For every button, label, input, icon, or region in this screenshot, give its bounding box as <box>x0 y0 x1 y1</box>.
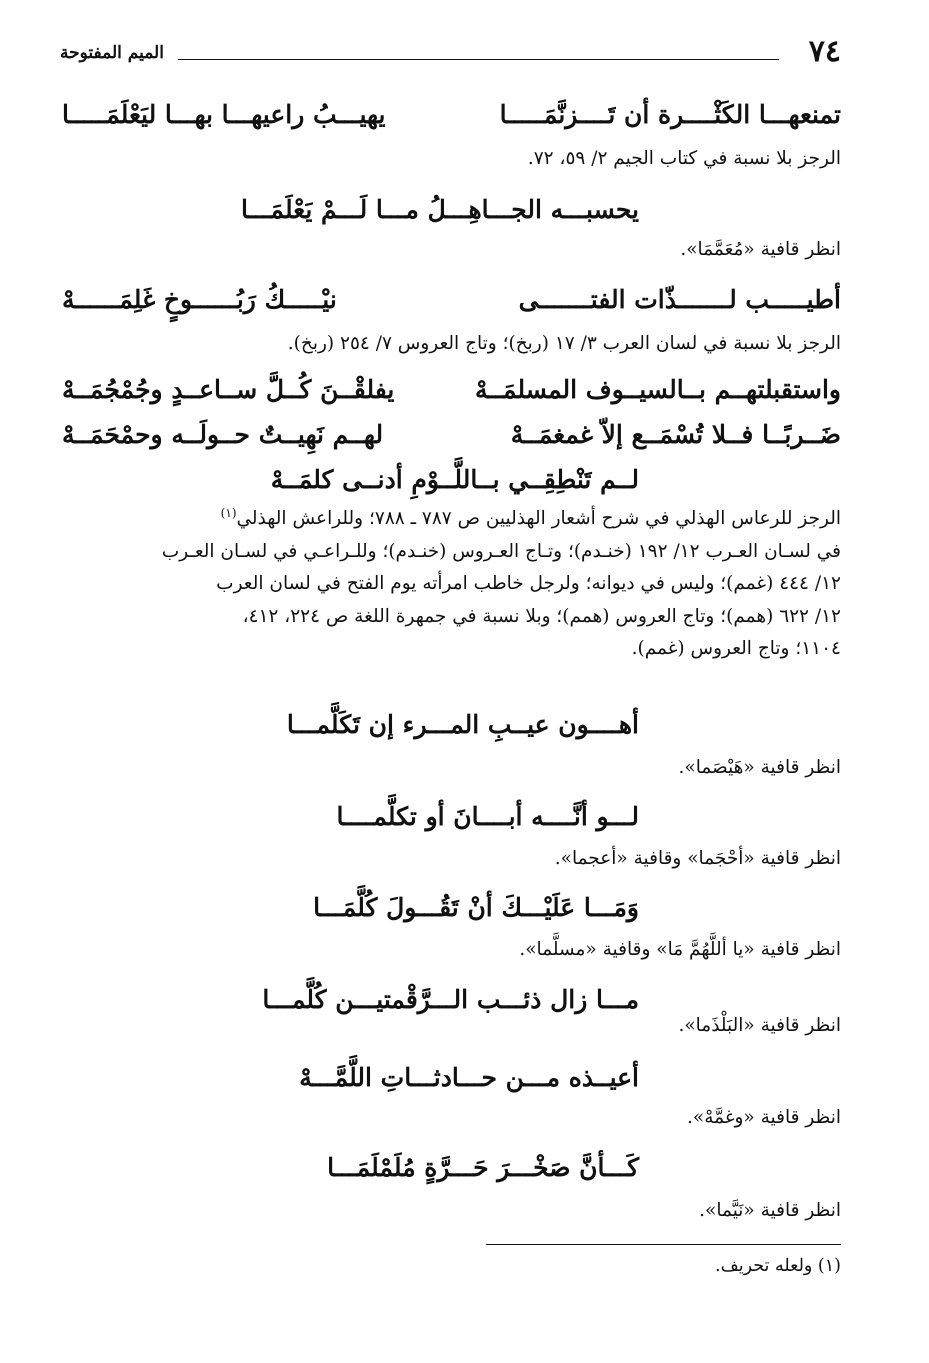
verse-line: أعيــذه مـــن حـــادثـــاتِ اللَّمَّـــهْ <box>299 1063 639 1092</box>
verse-hemistich-left: لهــم نَهِيــتٌ حــولَــه وحمْحَمَــهْ <box>62 420 384 449</box>
footnote-marker: (١) <box>220 505 237 520</box>
header-rule <box>178 59 779 60</box>
verse-hemistich-right: واستقبلتهــم بــالسيــوف المسلمَــهْ <box>474 375 841 404</box>
footnote: (١) ولعله تحريف. <box>715 1256 841 1276</box>
cross-reference-note: انظر قافية «وغمَّهْ». <box>687 1107 841 1128</box>
source-note: الرجز بلا نسبة في لسان العرب ٣/ ١٧ (ربخ)؛ وتاج العروس ٧/ ٢٥٤ (ربخ). <box>287 333 841 354</box>
source-paragraph <box>66 503 841 666</box>
verse-line: أهــــون عيــبِ المـــرء إن تَكَلَّمـــا <box>286 710 639 739</box>
source-paragraph-line: الرجز للرعاس الهذلي في شرح أشعار الهذليين ص ٧٨٧ ـ ٧٨٨؛ وللراعش الهذلي$^{(١)}$ <box>220 505 841 529</box>
verse-hemistich-left: نيْـــــكُ رَبُــــــوخٍ غَلِمَــــــهْ <box>62 285 337 314</box>
verse-line: لــم تَنْطِقِــي بــاللَّــوْمِ أدنــى كلمَــهْ <box>270 465 639 494</box>
cross-reference-note: انظر قافية «يا أللَّهُمَّ مَا» وقافية «مسلَّما». <box>519 939 841 960</box>
source-paragraph-line: ١٢/ ٦٢٢ (همم)؛ وتاج العروس (همم)؛ وبلا نسبة في جمهرة اللغة ص ٢٢٤، ٤١٢، <box>242 605 841 627</box>
cross-reference-note: انظر قافية «مُعَمَّمَا». <box>680 239 841 260</box>
source-paragraph-line: ١١٠٤؛ وتاج العروس (غمم). <box>631 638 841 659</box>
verse-line: وَمَـــا عَلَيْـــكَ أنْ تَقُـــولَ كُلَّمَـــا <box>313 893 639 922</box>
verse-hemistich-left: يفلقْــنَ كُــلَّ ســاعــدٍ وجُمْجُمَــهْ <box>62 375 395 404</box>
verse-line: كَـــأنَّ صَخْـــرَ حَـــرَّةٍ مُلَمْلَمَـــا <box>327 1153 639 1182</box>
verse-line: يحسبـــه الجـــاهِـــلُ مـــا لَـــمْ يَعْلَمَـــا <box>240 195 639 224</box>
verse-hemistich-left: يهيـــبُ راعيهـــا بهـــا ليَعْلَمَـــــا <box>62 100 386 129</box>
cross-reference-note: انظر قافية «هَيْصَما». <box>678 757 841 778</box>
page-number: ٧٤ <box>808 34 841 69</box>
running-title: الميم المفتوحة <box>60 43 164 63</box>
verse-line: مـــا زال ذئـــب الـــرَّقْمتيـــن كُلَّمـــا <box>262 985 639 1014</box>
source-paragraph-line: في لسـان العـرب ١٢/ ١٩٢ (خنـدم)؛ وتـاج العـروس (خنـدم)؛ وللـراعـي في لسـان العـرب <box>161 540 841 562</box>
verse-hemistich-right: أطيـــــب لـــــــذّات الفتـــــــى <box>518 285 841 314</box>
cross-reference-note: انظر قافية «نَيَّما». <box>699 1200 841 1221</box>
verse-line: لـــو أنَّــــه أبــــانَ أو تكلَّمــــا <box>336 802 639 831</box>
page-header <box>60 32 841 72</box>
source-paragraph-line: ١٢/ ٤٤٤ (غمم)؛ وليس في ديوانه؛ ولرجل خاطب امرأته يوم الفتح في لسان العرب <box>216 573 841 594</box>
source-note: الرجز بلا نسبة في كتاب الجيم ٢/ ٥٩، ٧٢. <box>527 148 841 169</box>
footnote-rule <box>486 1244 841 1245</box>
cross-reference-note: انظر قافية «البَلْذَما». <box>678 1015 841 1036</box>
verse-hemistich-right: ضَــربًــا فــلا تُسْمَــع إلاّ غمغمَــهْ <box>510 420 841 449</box>
verse-hemistich-right: تمنعهـــا الكَثْــــرة أن تَــــزنَّمَـــــا <box>499 100 841 129</box>
cross-reference-note: انظر قافية «أحْجَما» وقافية «أعجما». <box>554 848 841 869</box>
